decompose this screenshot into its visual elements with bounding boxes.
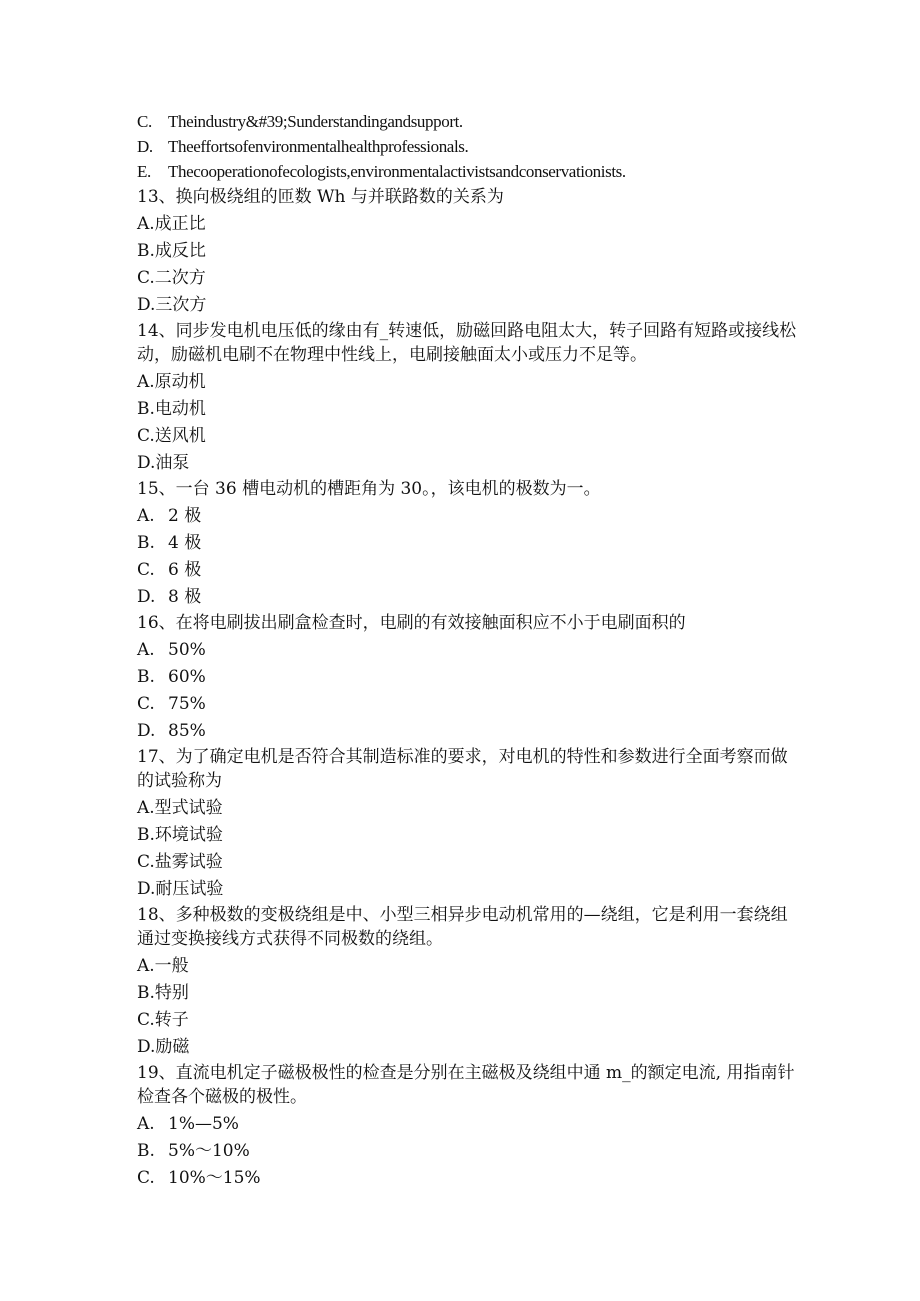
- option-letter: A.: [137, 506, 155, 526]
- question-14-stem: 14、同步发电机电压低的缘由有_转速低，励磁回路电阻太大，转子回路有短路或接线松动，励磁机电刷不在物理中性线上，电刷接触面太小或压力不足等。: [137, 321, 797, 365]
- option-letter: C.: [137, 694, 155, 714]
- option-letter: A.: [137, 1114, 155, 1134]
- question-13-option-b: B.成反比: [137, 241, 206, 261]
- option-text: 60%: [168, 667, 206, 687]
- question-14-option-c: C.送风机: [137, 426, 206, 446]
- option-text: Thecooperationofecologists,environmentalactivistsandconservationists.: [168, 162, 626, 181]
- option-text: 1%—5%: [168, 1114, 239, 1134]
- document-content: [137, 110, 797, 1192]
- question-19-option-a: [137, 1111, 797, 1137]
- question-15-option-a: [137, 503, 797, 529]
- option-letter: D.: [137, 587, 156, 607]
- option-letter: D.: [137, 721, 156, 741]
- option-text: Theeffortsofenvironmentalhealthprofessionals.: [168, 137, 469, 156]
- question-18-option-a: A.一般: [137, 956, 189, 976]
- question-15-option-d: [137, 584, 797, 610]
- option-text: 85%: [168, 721, 206, 741]
- question-16-option-c: [137, 691, 797, 717]
- question-16-option-a: [137, 637, 797, 663]
- question-19-stem: 19、直流电机定子磁极极性的检查是分别在主磁极及绕组中通 m_的额定电流, 用指南针检查各个磁极的极性。: [137, 1063, 795, 1107]
- option-letter: C.: [137, 560, 155, 580]
- option-letter: B.: [137, 533, 155, 553]
- question-13-option-c: C.二次方: [137, 268, 206, 288]
- option-text: 4 极: [168, 533, 202, 553]
- question-15-option-b: [137, 530, 797, 556]
- question-14-option-a: A.原动机: [137, 372, 206, 392]
- option-letter: B.: [137, 667, 155, 687]
- option-letter: A.: [137, 640, 155, 660]
- intro-option-e: [137, 160, 797, 184]
- option-letter: C.: [137, 1168, 155, 1188]
- question-17-option-a: A.型式试验: [137, 798, 223, 818]
- question-19-option-c: [137, 1165, 797, 1191]
- option-text: 2 极: [168, 506, 202, 526]
- question-16-stem: 16、在将电刷拔出刷盒检查时，电刷的有效接触面积应不小于电刷面积的: [137, 613, 686, 633]
- question-15-option-c: [137, 557, 797, 583]
- question-14-option-b: B.电动机: [137, 399, 206, 419]
- option-text: 75%: [168, 694, 206, 714]
- question-17-option-d: D.耐压试验: [137, 879, 224, 899]
- intro-option-c: [137, 110, 797, 134]
- question-17-option-c: C.盐雾试验: [137, 852, 223, 872]
- option-text: 6 极: [168, 560, 202, 580]
- question-18-option-c: C.转子: [137, 1010, 189, 1030]
- question-13-stem: 13、换向极绕组的匝数 Wh 与并联路数的关系为: [137, 187, 504, 207]
- question-15-stem: 15、一台 36 槽电动机的槽距角为 30。，该电机的极数为一。: [137, 479, 601, 499]
- option-letter: E.: [137, 162, 151, 181]
- option-letter: D.: [137, 137, 153, 156]
- intro-option-d: [137, 135, 797, 159]
- option-text: 8 极: [168, 587, 202, 607]
- question-17-stem: 17、为了确定电机是否符合其制造标准的要求，对电机的特性和参数进行全面考察而做的试验称为: [137, 747, 788, 791]
- question-14-option-d: D.油泵: [137, 453, 190, 473]
- option-text: 10%～15%: [168, 1168, 261, 1188]
- question-18-option-b: B.特别: [137, 983, 189, 1003]
- question-19-option-b: [137, 1138, 797, 1164]
- question-16-option-b: [137, 664, 797, 690]
- option-text: 5%～10%: [168, 1141, 250, 1161]
- option-letter: C.: [137, 112, 152, 131]
- question-16-option-d: [137, 718, 797, 744]
- question-18-option-d: D.励磁: [137, 1037, 190, 1057]
- option-text: 50%: [168, 640, 206, 660]
- question-18-stem: 18、多种极数的变极绕组是中、小型三相异步电动机常用的—绕组，它是利用一套绕组通过变换接线方式获得不同极数的绕组。: [137, 905, 788, 949]
- question-13-option-d: D.三次方: [137, 295, 207, 315]
- question-17-option-b: B.环境试验: [137, 825, 223, 845]
- option-letter: B.: [137, 1141, 155, 1161]
- option-text: Theindustry&#39;Sunderstandingandsupport.: [168, 112, 463, 131]
- question-13-option-a: A.成正比: [137, 214, 206, 234]
